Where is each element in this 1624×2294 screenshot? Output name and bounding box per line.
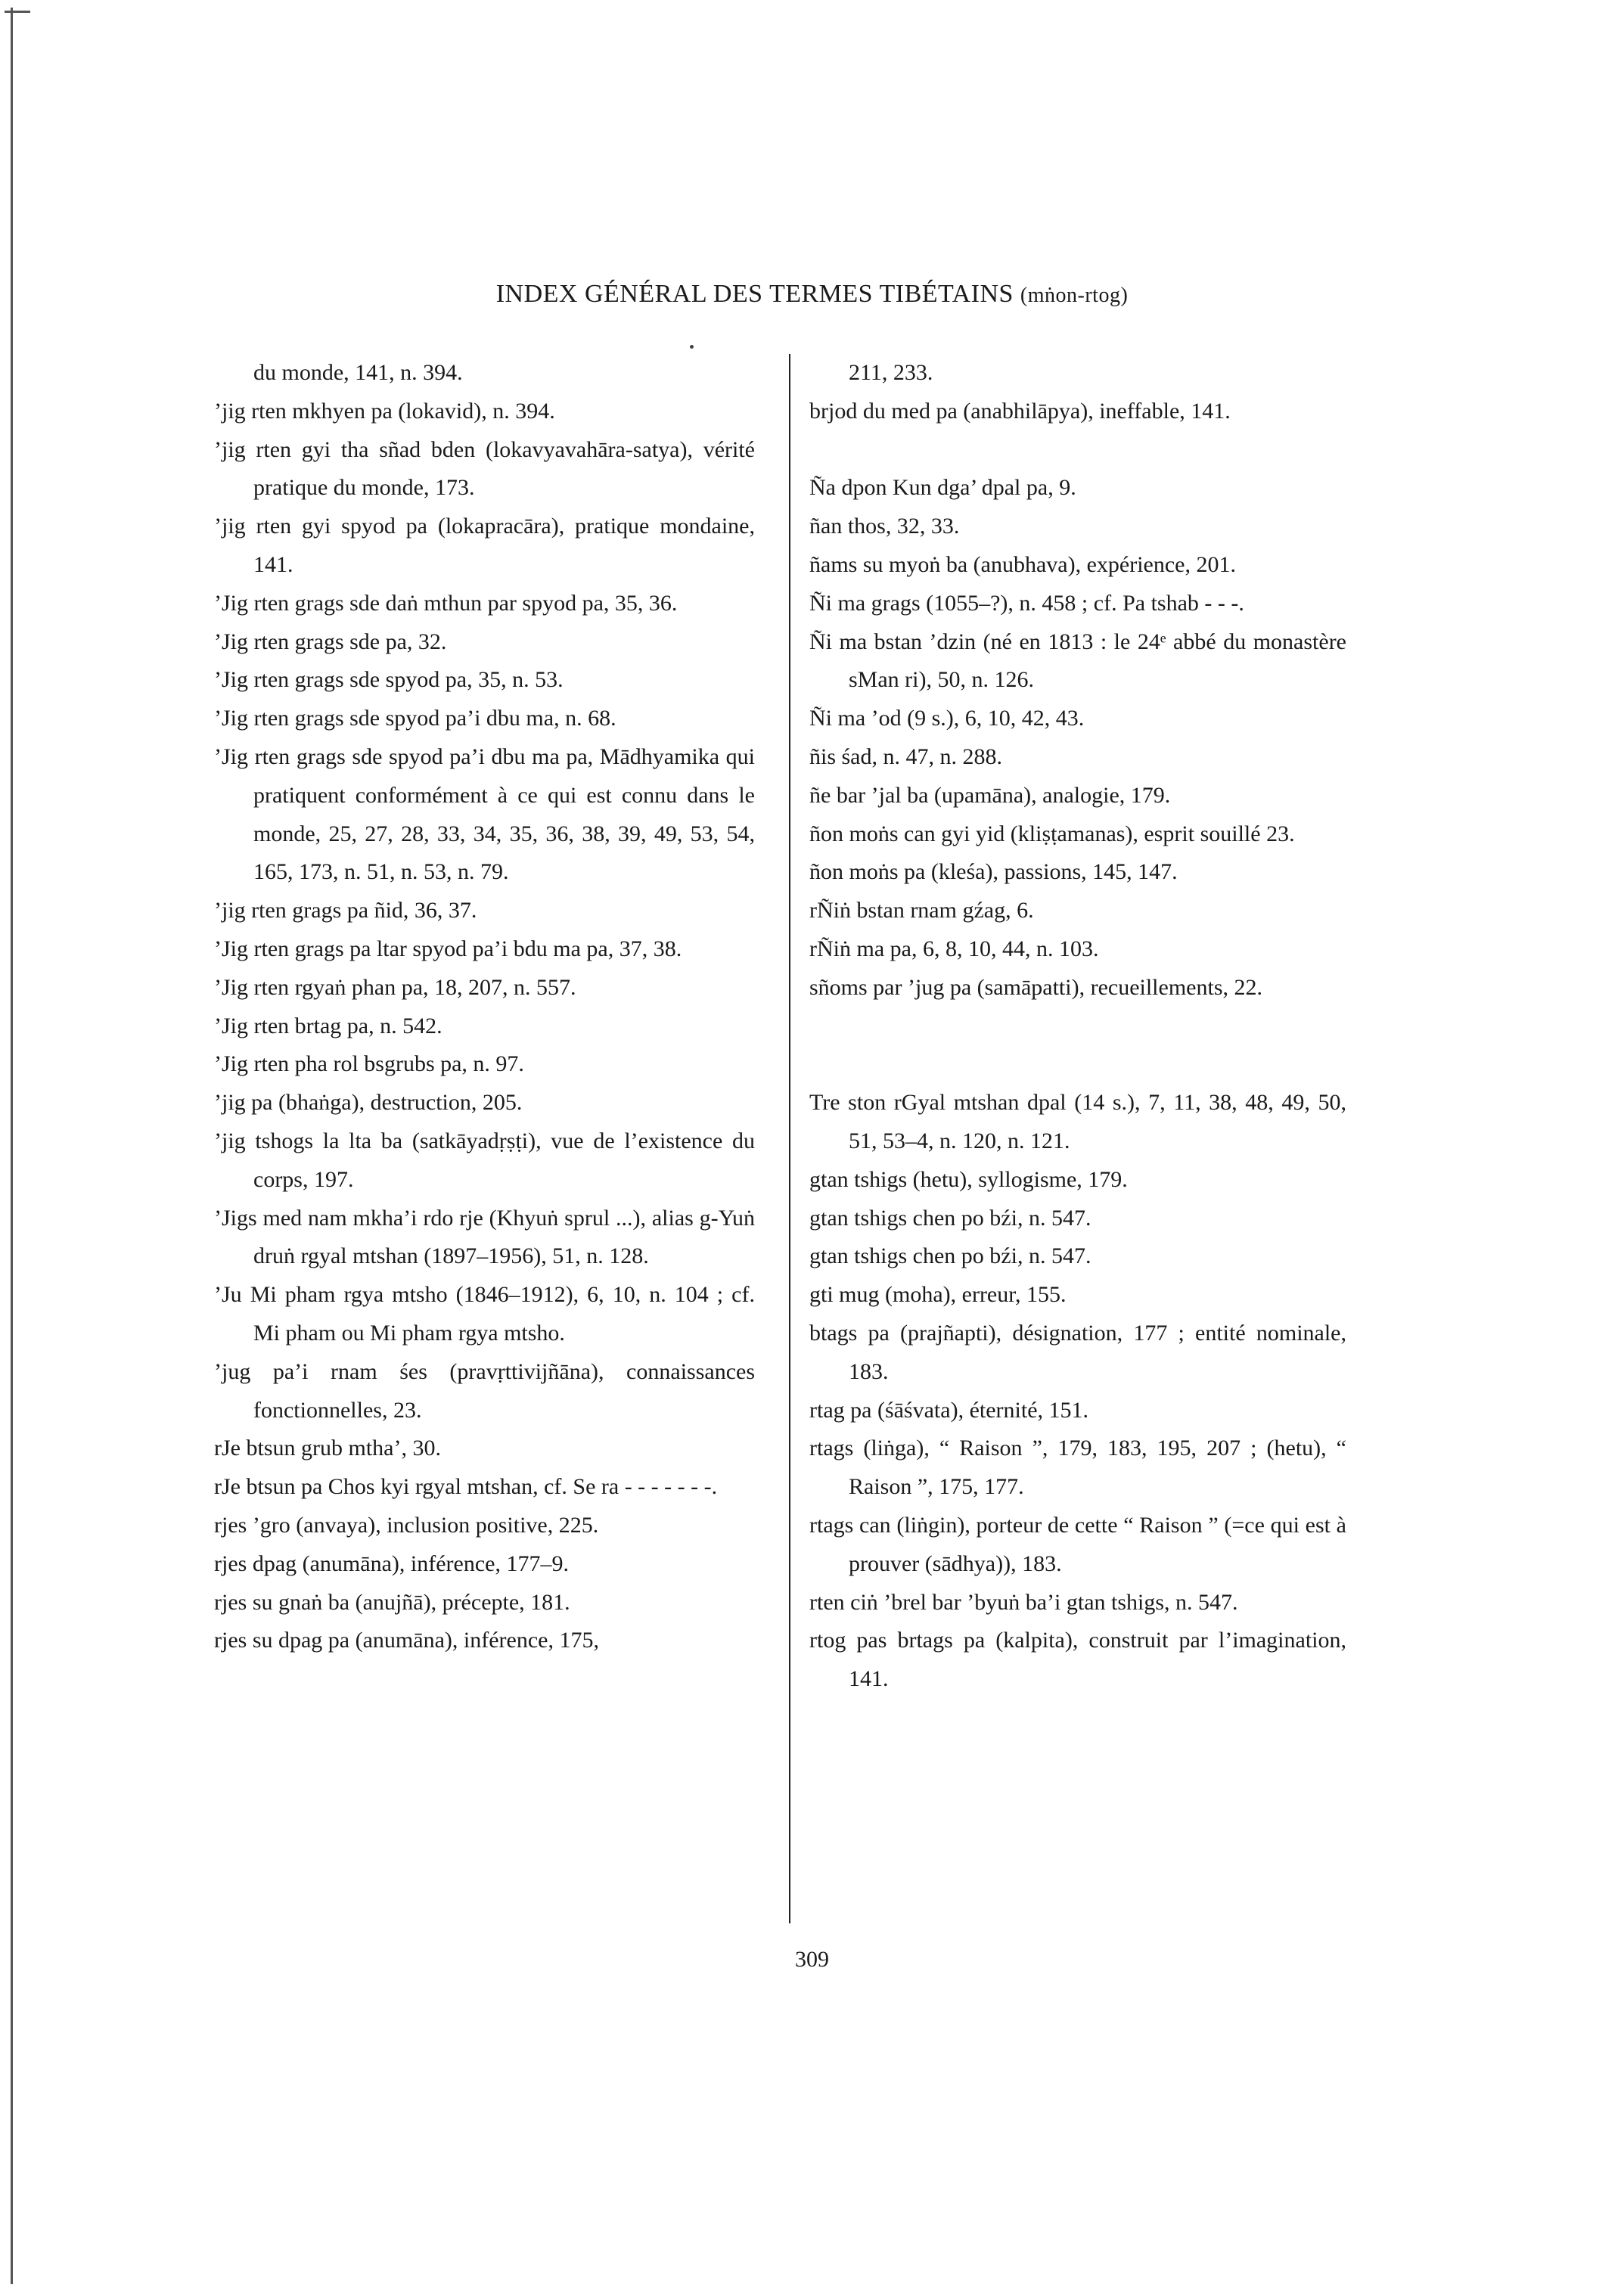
index-entry: Ña dpon Kun dga’ dpal pa, 9. xyxy=(809,475,1076,501)
index-entry: 211, 233. xyxy=(849,360,933,385)
index-entry: Tre ston rGyal mtshan dpal (14 s.), 7, 11, 38, 48, 49, 50, 51, 53–4, n. 120, n. 121. xyxy=(809,1090,1346,1153)
index-entry: btags pa (prajñapti), désignation, 177 ; entité nominale, 183. xyxy=(809,1320,1346,1384)
index-entry: ’jig rten grags pa ñid, 36, 37. xyxy=(214,898,477,923)
index-entry: ñams su myoṅ ba (anubhava), expérience, 201. xyxy=(809,551,1236,577)
index-entry: ñon moṅs can gyi yid (kliṣṭamanas), esprit souillé 23. xyxy=(809,821,1295,846)
index-entry: rÑiṅ ma pa, 6, 8, 10, 44, n. 103. xyxy=(809,936,1099,961)
header-title: INDEX GÉNÉRAL DES TERMES TIBÉTAINS xyxy=(495,280,1014,308)
index-entry: ñan thos, 32, 33. xyxy=(809,514,960,539)
index-entry: rjes ’gro (anvaya), inclusion positive, 225. xyxy=(214,1512,599,1538)
index-column-left xyxy=(214,354,755,1660)
index-entry: ’jig rten mkhyen pa (lokavid), n. 394. xyxy=(214,398,555,424)
index-entry: ’Jig rten grags sde spyod pa’i dbu ma, n. 68. xyxy=(214,706,616,731)
index-entry: rÑiṅ bstan rnam gźag, 6. xyxy=(809,898,1034,923)
index-entry: ’jig tshogs la lta ba (satkāyadṛṣṭi), vue de l’existence du corps, 197. xyxy=(214,1128,755,1192)
index-entry: ’jig pa (bhaṅga), destruction, 205. xyxy=(214,1090,523,1116)
index-entry: ñis śad, n. 47, n. 288. xyxy=(809,743,1002,769)
index-entry: ’Jig rten rgyaṅ phan pa, 18, 207, n. 557. xyxy=(214,974,576,1000)
index-column-right xyxy=(809,354,1346,1699)
index-entry: gti mug (moha), erreur, 155. xyxy=(809,1282,1067,1308)
running-header xyxy=(0,280,1624,309)
index-entry: ’Ju Mi pham rgya mtsho (1846–1912), 6, 10, n. 104 ; cf. Mi pham ou Mi pham rgya mtsho. xyxy=(214,1282,755,1346)
index-entry: rJe btsun grub mtha’, 30. xyxy=(214,1436,441,1461)
header-range: (mṅon-rtog) xyxy=(1020,284,1129,307)
index-entry: rtags (liṅga), “ Raison ”, 179, 183, 195, 207 ; (hetu), “ Raison ”, 175, 177. xyxy=(809,1436,1346,1500)
index-entry: ’Jigs med nam mkha’i rdo rje (Khyuṅ sprul ...), alias g-Yuṅ druṅ rgyal mtshan (1897–1956), 51, n. 128. xyxy=(214,1205,755,1269)
index-entry: ’Jig rten grags sde spyod pa, 35, n. 53. xyxy=(214,667,564,693)
entry-spacer xyxy=(809,1007,1346,1046)
column-divider xyxy=(789,354,790,1923)
index-entry: rtags can (liṅgin), porteur de cette “ Raison ” (=ce qui est à prouver (sādhya)), 183. xyxy=(809,1512,1346,1576)
index-entry: ’Jig rten pha rol bsgrubs pa, n. 97. xyxy=(214,1051,524,1077)
index-entry: ’Jig rten grags sde spyod pa’i dbu ma pa, Mādhyamika qui pratiquent conformément à ce qui est connu dans le monde, 25, 27, 28, 33, 34, 35, 36, 38, 39, 49, 53, 54, 165, 173, n. 51, n. 53, n. 79. xyxy=(214,743,755,885)
index-entry: Ñi ma ’od (9 s.), 6, 10, 42, 43. xyxy=(809,706,1085,731)
index-entry: du monde, 141, n. 394. xyxy=(253,360,463,385)
index-entry: ’Jig rten grags sde daṅ mthun par spyod pa, 35, 36. xyxy=(214,590,678,616)
entry-spacer xyxy=(809,431,1346,470)
speck xyxy=(690,345,694,349)
index-entry: ñe bar ’jal ba (upamāna), analogie, 179. xyxy=(809,782,1171,808)
page-edge-line xyxy=(11,8,13,2284)
index-entry: ’jig rten gyi tha sñad bden (lokavyavahāra-satya), vérité pratique du monde, 173. xyxy=(214,436,755,501)
index-entry: rtag pa (śāśvata), éternité, 151. xyxy=(809,1397,1089,1423)
entry-spacer xyxy=(809,1045,1346,1084)
index-entry: ’Jig rten grags pa ltar spyod pa’i bdu ma pa, 37, 38. xyxy=(214,936,682,961)
index-entry: Ñi ma grags (1055–?), n. 458 ; cf. Pa tshab - - -. xyxy=(809,590,1244,616)
index-entry: rjes su gnaṅ ba (anujñā), précepte, 181. xyxy=(214,1589,570,1615)
index-entry: ’jig rten gyi spyod pa (lokapracāra), pratique mondaine, 141. xyxy=(214,514,755,577)
index-entry: Ñi ma bstan ’dzin (né en 1813 : le 24ᵉ abbé du monastère sMan ri), 50, n. 126. xyxy=(809,629,1346,693)
index-entry: sñoms par ’jug pa (samāpatti), recueillements, 22. xyxy=(809,974,1262,1000)
index-entry: rjes dpag (anumāna), inférence, 177–9. xyxy=(214,1551,569,1576)
index-entry: rjes su dpag pa (anumāna), inférence, 175, xyxy=(214,1628,599,1653)
page-edge-tick xyxy=(5,11,30,13)
index-entry: gtan tshigs chen po bźi, n. 547. xyxy=(809,1205,1091,1231)
index-entry: rJe btsun pa Chos kyi rgyal mtshan, cf. Se ra - - - - - - -. xyxy=(214,1474,718,1500)
index-entry: rten ciṅ ’brel bar ’byuṅ ba’i gtan tshigs, n. 547. xyxy=(809,1589,1238,1615)
index-entry: gtan tshigs chen po bźi, n. 547. xyxy=(809,1243,1091,1269)
index-entry: ñon moṅs pa (kleśa), passions, 145, 147. xyxy=(809,859,1178,885)
index-entry: ’Jig rten grags sde pa, 32. xyxy=(214,629,447,654)
index-entry: gtan tshigs (hetu), syllogisme, 179. xyxy=(809,1166,1128,1192)
index-entry: brjod du med pa (anabhilāpya), ineffable, 141. xyxy=(809,398,1231,424)
page-number: 309 xyxy=(795,1947,829,1972)
index-entry: rtog pas brtags pa (kalpita), construit par l’imagination, 141. xyxy=(809,1628,1346,1692)
index-entry: ’Jig rten brtag pa, n. 542. xyxy=(214,1013,442,1038)
index-entry: ’jug pa’i rnam śes (pravṛttivijñāna), connaissances fonctionnelles, 23. xyxy=(214,1358,755,1423)
